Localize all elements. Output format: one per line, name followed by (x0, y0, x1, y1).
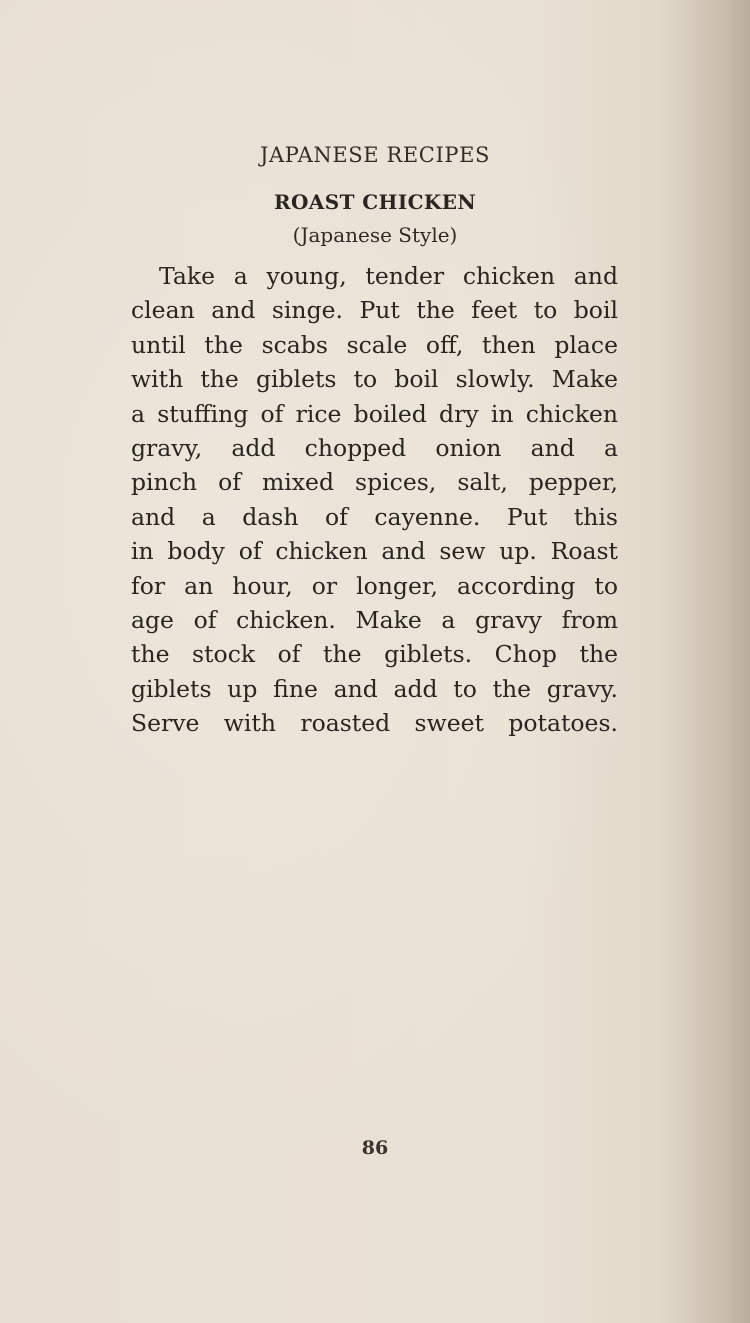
recipe-line: until the scabs scale off, then place (131, 330, 618, 359)
page-number: 86 (361, 1137, 389, 1159)
recipe-line: pinch of mixed spices, salt, pepper, (131, 468, 618, 497)
recipe-line: Serve with roasted sweet potatoes. (131, 709, 618, 738)
recipe-line: the stock of the giblets. Chop the (131, 640, 618, 669)
recipe-body (131, 259, 618, 740)
recipe-line: Take a young, tender chicken and (159, 262, 618, 290)
recipe-line: with the giblets to boil slowly. Make (131, 365, 618, 394)
recipe-line: gravy, add chopped onion and a (131, 433, 618, 462)
recipe-line: for an hour, or longer, according to (131, 571, 618, 600)
recipe-line: and a dash of cayenne. Put this (131, 502, 618, 531)
recipe-line: a stuffing of rice boiled dry in chicken (131, 399, 618, 428)
recipe-subtitle: (Japanese Style) (292, 223, 458, 247)
running-head: JAPANESE RECIPES (260, 143, 490, 167)
recipe-line: giblets up fine and add to the gravy. (131, 674, 618, 703)
recipe-title: ROAST CHICKEN (273, 190, 477, 214)
recipe-line: in body of chicken and sew up. Roast (131, 537, 618, 566)
recipe-line: age of chicken. Make a gravy from (131, 605, 618, 634)
recipe-line: clean and singe. Put the feet to boil (131, 296, 618, 325)
